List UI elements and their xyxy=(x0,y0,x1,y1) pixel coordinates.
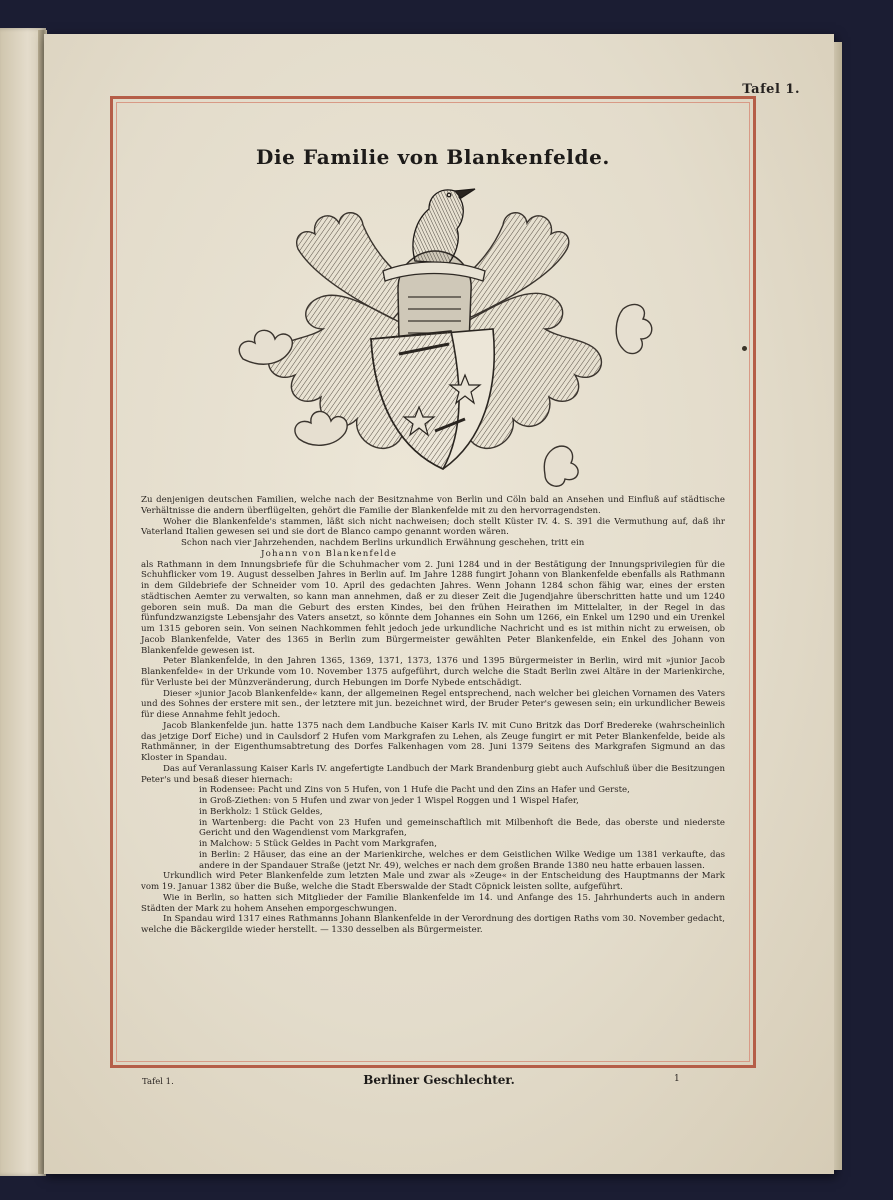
page-title: Die Familie von Blankenfelde. xyxy=(256,145,610,169)
plate-number: Tafel 1. xyxy=(742,82,800,97)
footer-series-title: Berliner Geschlechter. xyxy=(363,1073,515,1087)
property-list-item: in Rodensee: Pacht und Zins von 5 Hufen, von 1 Hufe die Pacht und den Zins an Hafer und Gerste, xyxy=(199,785,630,796)
footer-plate-label: Tafel 1. xyxy=(142,1077,174,1087)
footer-page-number: 1 xyxy=(674,1074,680,1084)
paragraph: Schon nach vier Jahrzehenden, nachdem Berlins urkundlich Erwähnung geschehen, tritt ein xyxy=(181,538,585,548)
property-list-item: in Malchow: 5 Stück Geldes in Pacht vom Markgrafen, xyxy=(199,839,437,849)
property-list-item: in Berlin: 2 Häuser, das eine an der Marienkirche, welches er dem Geistlichen Wilke Wedige um 1381 verkaufte, das andere in der Spandauer Straße (jetzt Nr. 49), welches er nach dem großen Brande 1380 neu hatte erbauen lassen. xyxy=(199,849,725,871)
name-heading: Johann von Blankenfelde xyxy=(261,548,398,559)
paragraph: Das auf Veranlassung Kaiser Karls IV. angefertigte Landbuch der Mark Brandenburg giebt auch Aufschluß über die Besitzungen Peter's und besaß dieser hiernach: xyxy=(141,763,725,785)
paragraph: Zu denjenigen deutschen Familien, welche nach der Besitznahme von Berlin und Cöln bald an Ansehen und Einfluß auf städtische Verhältnisse die andern überflügelten, gehört die Familie der Blankenfelde mit zu den hervorragendsten. xyxy=(141,495,725,516)
paragraph: In Spandau wird 1317 eines Rathmanns Johann Blankenfelde in der Verordnung des dortigen Raths vom 30. November gedacht, welche die Bäckergilde wieder herstellt. — 1330 desselben als Bürgermeister. xyxy=(141,914,725,935)
body-text xyxy=(141,495,725,936)
property-list-item: in Groß-Ziethen: von 5 Hufen und zwar von jeder 1 Wispel Roggen und 1 Wispel Hafer, xyxy=(199,796,579,806)
red-border-frame xyxy=(110,96,756,1068)
paragraph: Dieser »junior Jacob Blankenfelde« kann, der allgemeinen Regel entsprechend, nach welcher bei gleichen Vornamen des Vaters und des Sohnes der erstere mit sen., der letztere mit jun. bezeichnet wird, der Bruder Peter's gewesen sein; ein urkundlicher Beweis für diese Annahme fehlt jedoch. xyxy=(141,688,725,720)
paragraph: Peter Blankenfelde, in den Jahren 1365, 1369, 1371, 1373, 1376 und 1395 Bürgermeister in Berlin, wird mit »junior Jacob Blankenfelde« in der Urkunde vom 10. November 1375 aufgeführt, durch welche die Stadt Berlin zwei Altäre in der Marienkirche, für Verluste bei der Münzveränderung, durch Hebungen im Dorfe Nybede entschädigt. xyxy=(141,656,725,688)
crest-raven xyxy=(413,189,475,263)
coat-of-arms-illustration xyxy=(203,179,663,489)
paragraph: Jacob Blankenfelde jun. hatte 1375 nach dem Landbuche Kaiser Karls IV. mit Cuno Britzk das Dorf Bredereke (wahrscheinlich das jetzige Dorf Eiche) und in Caulsdorf 2 Hufen vom Markgrafen zu Lehen, als Zeuge fungirt er mit Peter Blankenfelde, beide als Rathmänner, in der Eigenthumsabtretung des Dorfes Falkenhagen vom 28. Juni 1379 Seitens des Markgrafen Sigmund an das Kloster in Spandau. xyxy=(141,720,725,763)
paragraph: Urkundlich wird Peter Blankenfelde zum letzten Male und zwar als »Zeuge« in der Entscheidung des Hauptmanns der Mark vom 19. Januar 1382 über die Buße, welche die Stadt Eberswalde der Stadt Cöpnick leisten sollte, aufgeführt. xyxy=(141,871,725,892)
paragraph: Wie in Berlin, so hatten sich Mitglieder der Familie Blankenfelde im 14. und Anfange des 15. Jahrhunderts auch in andern Städten der Mark zu hohem Ansehen emporgeschwungen. xyxy=(141,892,725,914)
document-page xyxy=(44,34,834,1174)
property-list-item: in Berkholz: 1 Stück Geldes, xyxy=(199,806,323,817)
binding-hole xyxy=(742,346,747,351)
property-list-item: in Wartenberg: die Pacht von 23 Hufen und gemeinschaftlich mit Milbenhoft die Bede, das oberste und niederste Gericht und den Wagendienst vom Markgrafen, xyxy=(199,817,725,839)
paragraph: als Rathmann in dem Innungsbriefe für die Schuhmacher vom 2. Juni 1284 und in der Bestätigung der Innungsprivilegien für die Schuhflicker vom 19. August desselben Jahres in Berlin auf. Im Jahre 1288 fungirt Johann von Blankenfelde ebenfalls als Rathmann in dem Gildebriefe der Schneider vom 10. April des gedachten Jahres. Wenn Johann 1284 schon fähig war, eines der ersten städtischen Aemter zu verwalten, so kann man annehmen, daß er zu dieser Zeit die Jugendjahre überschritten hatte und um 1240 geboren sein muß. Da man die Geburt des ersten Kindes, bei den frühen Heirathen im Mittelalter, in der Regel in das fünfundzwanzigste Lebensjahr des Vaters ansetzt, so könnte dem Johannes ein Sohn um 1266, ein Enkel um 1290 und ein Urenkel um 1315 geboren sein. Von seinen Nachkommen fehlt jedoch jede urkundliche Nachricht und es ist mithin nicht zu erweisen, ob Jacob Blankenfelde, Vater des 1365 in Berlin zum Bürgermeister gewählten Peter Blankenfelde, ein Enkel des Johann von Blankenfelde gewesen ist. xyxy=(141,559,725,656)
page-stack-edge xyxy=(834,42,842,1170)
paragraph: Woher die Blankenfelde's stammen, läßt sich nicht nachweisen; doch stellt Küster IV. 4. S. 391 die Vermuthung auf, daß ihr Vaterland Italien gewesen sei und sie dort de Blanco campo genannt worden wären. xyxy=(141,516,725,538)
